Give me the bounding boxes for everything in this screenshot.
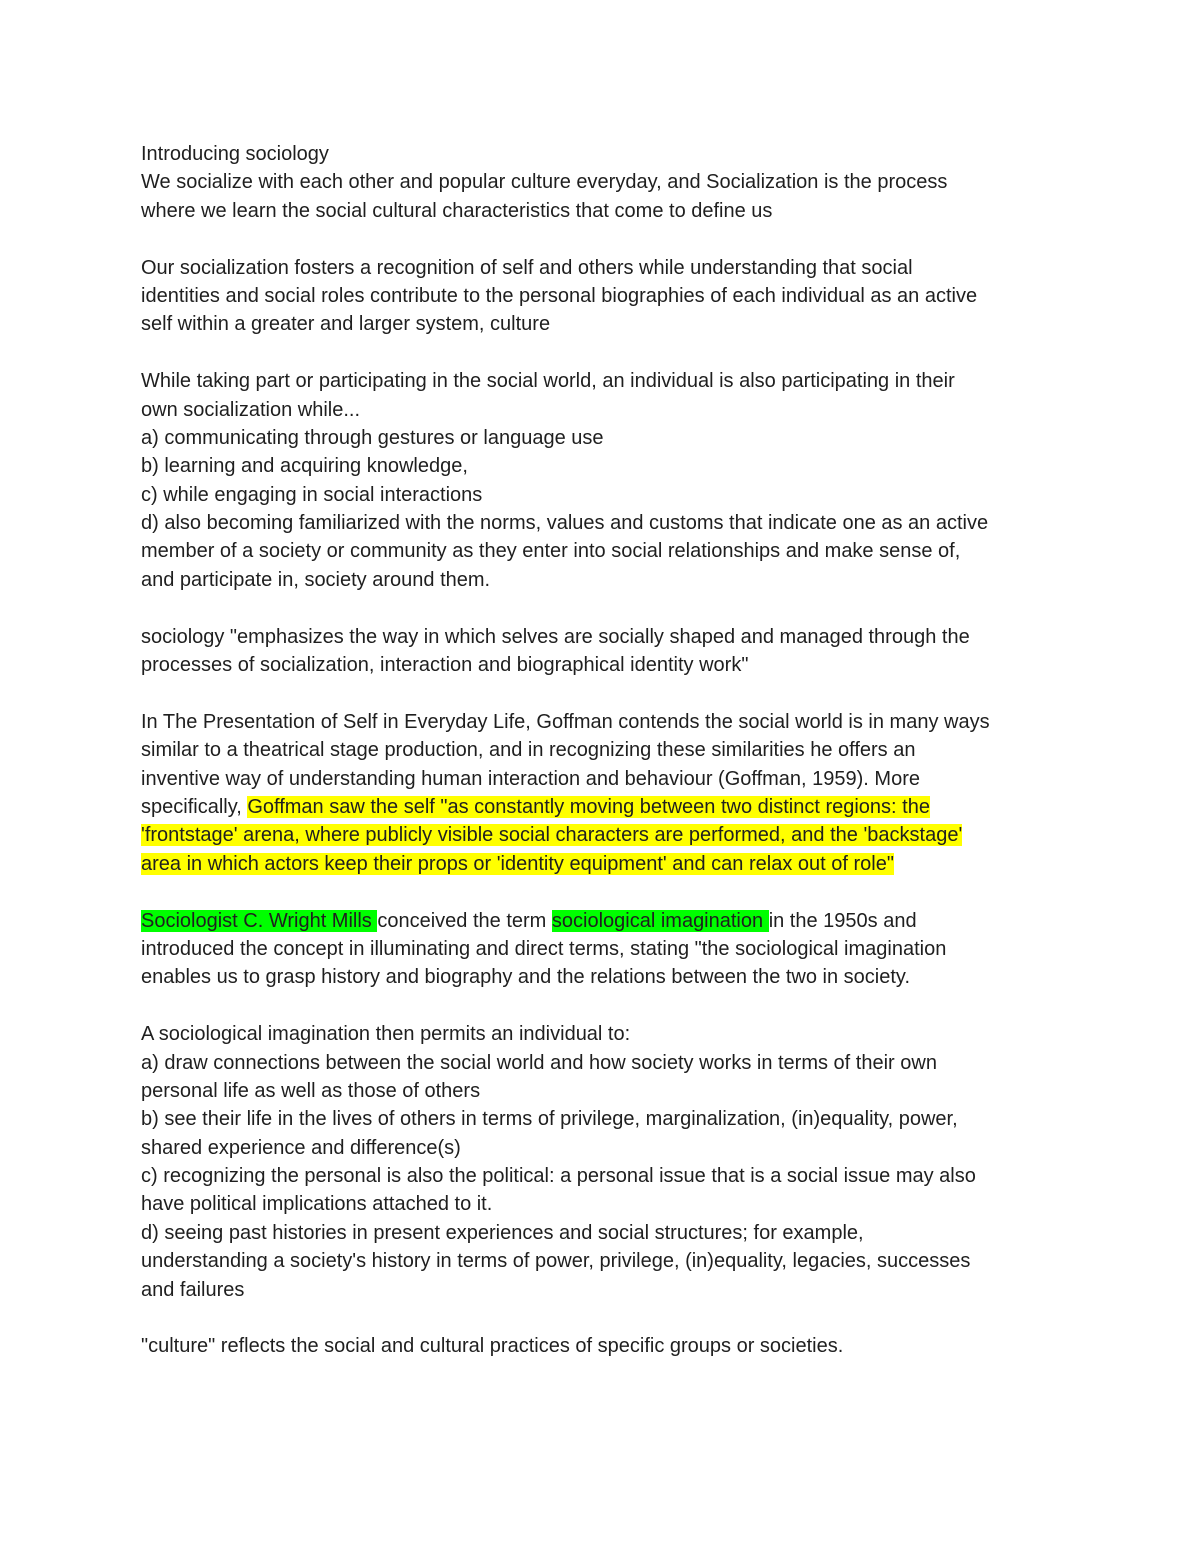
paragraph-line: similar to a theatrical stage production, and in recognizing these similarities he offers an bbox=[141, 739, 916, 762]
plain-text: in the 1950s and bbox=[768, 909, 917, 932]
paragraph-line: Our socialization fosters a recognition of self and others while understanding that social bbox=[141, 256, 913, 279]
intro-line: where we learn the social cultural characteristics that come to define us bbox=[141, 199, 773, 222]
paragraph-line bbox=[141, 793, 1066, 821]
paragraph-line bbox=[141, 850, 1066, 878]
paragraph-line: In The Presentation of Self in Everyday Life, Goffman contends the social world is in many ways bbox=[141, 710, 990, 733]
plain-text: specifically, bbox=[141, 795, 248, 818]
plain-text: conceived the term bbox=[377, 909, 552, 932]
paragraph-line: A sociological imagination then permits an individual to: bbox=[141, 1023, 631, 1046]
paragraph-line bbox=[141, 907, 1066, 935]
quote-line: processes of socialization, interaction and biographical identity work" bbox=[141, 654, 749, 677]
list-item: b) learning and acquiring knowledge, bbox=[141, 455, 468, 478]
paragraph-line: introduced the concept in illuminating and direct terms, stating "the sociological imagination bbox=[141, 937, 947, 960]
yellow-highlight: area in which actors keep their props or 'identity equipment' and can relax out of role" bbox=[141, 852, 894, 875]
green-highlight: Sociologist C. Wright Mills bbox=[141, 909, 378, 932]
paragraph-gap bbox=[141, 992, 1066, 1020]
list-item: shared experience and difference(s) bbox=[141, 1136, 461, 1159]
paragraph-line: "culture" reflects the social and cultural practices of specific groups or societies. bbox=[141, 1335, 844, 1358]
document-body bbox=[141, 140, 1066, 1361]
list-item: member of a society or community as they enter into social relationships and make sense of, bbox=[141, 540, 961, 563]
yellow-highlight: Goffman saw the self "as constantly moving between two distinct regions: the bbox=[247, 795, 930, 818]
paragraph-gap bbox=[141, 339, 1066, 367]
paragraph-gap bbox=[141, 1304, 1066, 1332]
yellow-highlight: 'frontstage' arena, where publicly visible social characters are performed, and the 'backstage' bbox=[141, 824, 963, 847]
paragraph-line: own socialization while... bbox=[141, 398, 360, 421]
paragraph-line: enables us to grasp history and biography and the relations between the two in society. bbox=[141, 966, 910, 989]
intro-line: We socialize with each other and popular culture everyday, and Socialization is the process bbox=[141, 171, 948, 194]
list-item: d) also becoming familiarized with the norms, values and customs that indicate one as an active bbox=[141, 512, 989, 535]
paragraph-gap bbox=[141, 679, 1066, 707]
paragraph-gap bbox=[141, 878, 1066, 906]
list-item: c) recognizing the personal is also the political: a personal issue that is a social issue may also bbox=[141, 1165, 976, 1188]
list-item: c) while engaging in social interactions bbox=[141, 483, 483, 506]
list-item: personal life as well as those of others bbox=[141, 1079, 481, 1102]
paragraph-gap bbox=[141, 594, 1066, 622]
list-item: have political implications attached to it. bbox=[141, 1193, 493, 1216]
paragraph-line: While taking part or participating in the social world, an individual is also participating in their bbox=[141, 370, 955, 393]
paragraph-line: identities and social roles contribute to the personal biographies of each individual as an active bbox=[141, 284, 978, 307]
list-item: and participate in, society around them. bbox=[141, 568, 491, 591]
green-highlight: sociological imagination bbox=[551, 909, 769, 932]
list-item: a) communicating through gestures or language use bbox=[141, 426, 604, 449]
paragraph-line bbox=[141, 821, 1066, 849]
list-item: d) seeing past histories in present experiences and social structures; for example, bbox=[141, 1221, 864, 1244]
paragraph-gap bbox=[141, 225, 1066, 253]
list-item: a) draw connections between the social world and how society works in terms of their own bbox=[141, 1051, 937, 1074]
list-item: and failures bbox=[141, 1278, 245, 1301]
document-title: Introducing sociology bbox=[141, 143, 329, 165]
quote-line: sociology "emphasizes the way in which selves are socially shaped and managed through the bbox=[141, 625, 970, 648]
list-item: understanding a society's history in terms of power, privilege, (in)equality, legacies, successes bbox=[141, 1250, 971, 1273]
paragraph-line: inventive way of understanding human interaction and behaviour (Goffman, 1959). More bbox=[141, 767, 920, 790]
list-item: b) see their life in the lives of others in terms of privilege, marginalization, (in)equality, power, bbox=[141, 1108, 958, 1131]
paragraph-line: self within a greater and larger system, culture bbox=[141, 313, 551, 336]
